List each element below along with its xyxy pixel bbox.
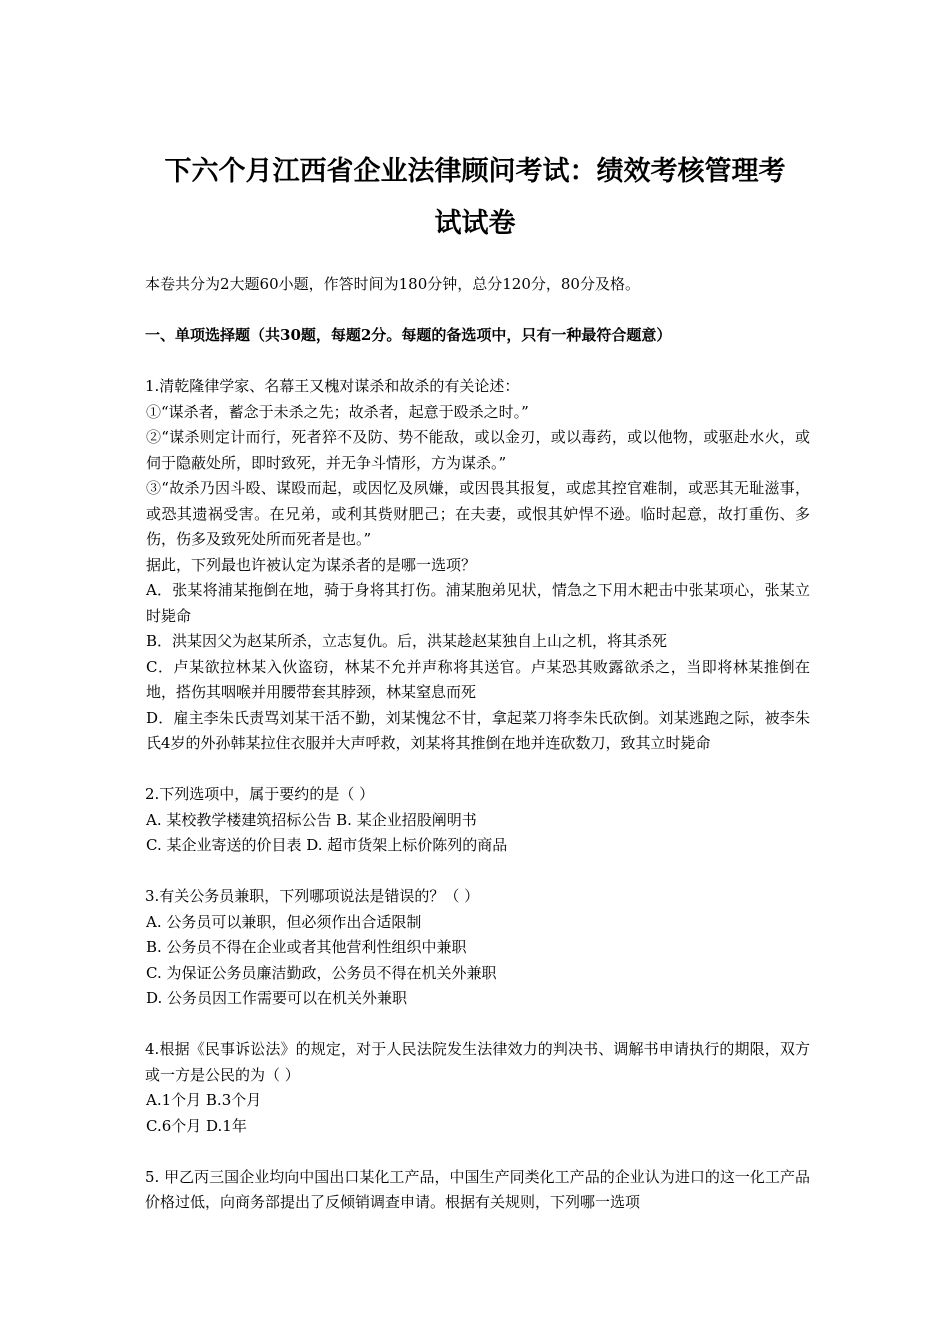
question-stem: 4.根据《民事诉讼法》的规定，对于人民法院发生法律效力的判决书、调解书申请执行的期限，双方或一方是公民的为（ ） (145, 1040, 810, 1084)
question-stem: 3.有关公务员兼职，下列哪项说法是错误的？（ ） (145, 887, 480, 905)
quote-1: ①“谋杀者，蓄念于未杀之先；故杀者，起意于殴杀之时。” (146, 402, 529, 421)
option-a: A．张某将浦某拖倒在地，骑于身将其打伤。浦某胞弟见状，情急之下用木耙击中张某项心，张某立时毙命 (146, 581, 810, 625)
question-4 (145, 1037, 810, 1139)
title-line-1: 下六个月江西省企业法律顾问考试：绩效考核管理考 (164, 156, 786, 187)
title-line-2: 试试卷 (434, 208, 516, 239)
options-ab: A. 某校教学楼建筑招标公告 B. 某企业招股阐明书 (146, 810, 477, 829)
option-a: A. 公务员可以兼职，但必须作出合适限制 (146, 912, 422, 931)
exam-intro: 本卷共分为2大题60小题，作答时间为180分钟，总分120分，80分及格。 (145, 275, 640, 293)
document-title (120, 146, 830, 250)
options-cd: C. 某企业寄送的价目表 D. 超市货架上标价陈列的商品 (146, 836, 508, 854)
question-stem: 1.清乾隆律学家、名幕王又槐对谋杀和故杀的有关论述： (145, 377, 520, 395)
section-heading: 一、单项选择题（共30题，每题2分。每题的备选项中，只有一种最符合题意） (145, 326, 672, 344)
option-c: C. 为保证公务员廉洁勤政，公务员不得在机关外兼职 (146, 963, 497, 982)
question-2 (145, 782, 810, 859)
option-d: D．雇主李朱氏责骂刘某干活不勤，刘某愧忿不甘，拿起菜刀将李朱氏砍倒。刘某逃跑之际，被李朱氏4岁的外孙韩某拉住衣服并大声呼救，刘某将其推倒在地并连砍数刀，致其立时毙命 (146, 708, 810, 752)
options-ab: A.1个月 B.3个月 (146, 1091, 262, 1109)
question-3 (145, 884, 810, 1012)
option-b: B．洪某因父为赵某所杀，立志复仇。后，洪某趁赵某独自上山之机，将其杀死 (146, 632, 668, 650)
question-stem: 5. 甲乙丙三国企业均向中国出口某化工产品，中国生产同类化工产品的企业认为进口的这一化工产品价格过低，向商务部提出了反倾销调查申请。根据有关规则，下列哪一选项 (145, 1167, 810, 1211)
question-stem: 2.下列选项中，属于要约的是（ ） (145, 785, 375, 803)
question-ask: 据此，下列最也许被认定为谋杀者的是哪一选项？ (146, 555, 477, 574)
quote-3: ③“故杀乃因斗殴、谋殴而起，或因忆及夙嫌，或因畏其报复，或虑其控官难制，或恶其无耻滋事，或恐其遗祸受害。在兄弟，或利其赀财肥己；在夫妻，或恨其妒悍不逊。临时起意，故打重伤、多伤，伤多及致死处所而死者是也。” (146, 479, 810, 548)
option-c: C．卢某欲拉林某入伙盗窃，林某不允并声称将其送官。卢某恐其败露欲杀之，当即将林某推倒在地，搭伤其咽喉并用腰带套其脖颈，林某窒息而死 (146, 657, 810, 701)
options-cd: C.6个月 D.1年 (146, 1116, 247, 1135)
option-b: B. 公务员不得在企业或者其他营利性组织中兼职 (146, 938, 467, 956)
option-d: D. 公务员因工作需要可以在机关外兼职 (146, 989, 408, 1007)
question-5 (145, 1165, 810, 1216)
document-body (145, 272, 810, 1216)
quote-2: ②“谋杀则定计而行，死者猝不及防、势不能敌，或以金刃，或以毒药，或以他物，或驱赴水火，或伺于隐蔽处所，即时致死，并无争斗情形，方为谋杀。” (146, 428, 810, 472)
question-1 (145, 374, 810, 757)
